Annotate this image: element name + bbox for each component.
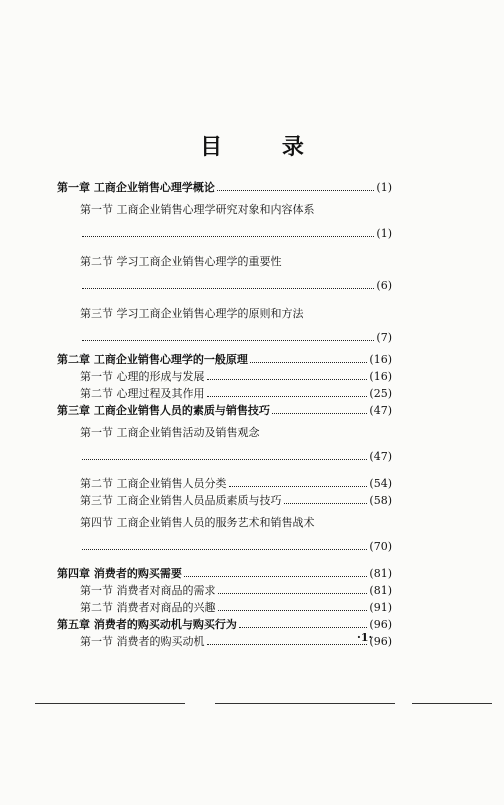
page-title: 目 录 (200, 134, 330, 160)
toc-entry-label: 第一节 消费者的购买动机 (80, 635, 205, 648)
toc-section-entry (57, 583, 392, 598)
toc-entry-page: (70) (369, 540, 392, 553)
toc-entry-page: (54) (369, 477, 392, 490)
toc-entry-label: 第二节 心理过程及其作用 (80, 387, 205, 400)
toc-section-entry (57, 476, 392, 491)
dot-leader (229, 486, 368, 487)
dot-leader (272, 413, 368, 414)
toc-entry-label: 第三章 工商企业销售人员的素质与销售技巧 (57, 404, 270, 417)
toc-entry-page: (81) (369, 584, 392, 597)
toc-section-entry (57, 202, 392, 241)
dot-leader (284, 503, 368, 504)
toc-entry-page: (96) (369, 618, 392, 631)
toc-chapter-entry (57, 403, 392, 418)
toc-entry-page: (47) (369, 450, 392, 463)
toc-section-entry (57, 425, 392, 464)
dot-leader (82, 236, 374, 237)
dot-leader (207, 644, 368, 645)
toc-section-entry (57, 600, 392, 615)
toc-entry-page: (7) (376, 331, 392, 344)
bottom-rule-center (215, 703, 395, 704)
dot-leader (82, 459, 367, 460)
toc-entry-label: 第一节 消费者对商品的需求 (80, 584, 216, 597)
toc-section-entry (57, 386, 392, 401)
toc-entry-page: (58) (369, 494, 392, 507)
dot-leader (217, 190, 375, 191)
toc-entry-label: 第一节 工商企业销售心理学研究对象和内容体系 (80, 203, 315, 216)
toc-chapter-entry (57, 617, 392, 632)
toc-entry-page: (96) (369, 635, 392, 648)
page-number: ·1· (357, 631, 373, 644)
toc-entry-page: (1) (376, 227, 392, 240)
dot-leader (207, 379, 368, 380)
toc-entry-page: (47) (369, 404, 392, 417)
toc-section-entry (57, 515, 392, 554)
toc-entry-label: 第一节 工商企业销售活动及销售观念 (80, 426, 260, 439)
toc-section-entry (57, 493, 392, 508)
toc-entry-label: 第二节 学习工商企业销售心理学的重要性 (80, 255, 282, 268)
toc-entry-label: 第五章 消费者的购买动机与购买行为 (57, 618, 237, 631)
toc-entry-page: (91) (369, 601, 392, 614)
dot-leader (207, 396, 368, 397)
toc-entry-label: 第三节 学习工商企业销售心理学的原则和方法 (80, 307, 304, 320)
toc-entry-label: 第一节 心理的形成与发展 (80, 370, 205, 383)
toc-entry-page: (1) (376, 181, 392, 194)
dot-leader (239, 627, 368, 628)
toc-section-entry (57, 306, 392, 345)
toc-entry-label: 第一章 工商企业销售心理学概论 (57, 181, 215, 194)
toc-entry-page: (6) (376, 279, 392, 292)
dot-leader (218, 610, 368, 611)
toc-entry-page: (25) (369, 387, 392, 400)
toc-entry-label: 第三节 工商企业销售人员品质素质与技巧 (80, 494, 282, 507)
toc-section-entry (57, 634, 392, 649)
dot-leader (250, 362, 368, 363)
dot-leader (184, 576, 368, 577)
dot-leader (82, 288, 374, 289)
bottom-rule-left (35, 703, 185, 704)
dot-leader (218, 593, 368, 594)
toc-entry-label: 第二节 工商企业销售人员分类 (80, 477, 227, 490)
toc-entry-page: (81) (369, 567, 392, 580)
toc-entry-label: 第四章 消费者的购买需要 (57, 567, 182, 580)
toc-chapter-entry (57, 566, 392, 581)
toc-entry-label: 第四节 工商企业销售人员的服务艺术和销售战术 (80, 516, 315, 529)
toc-chapter-entry (57, 352, 392, 367)
dot-leader (82, 340, 374, 341)
table-of-contents (57, 180, 392, 649)
toc-entry-page: (16) (369, 370, 392, 383)
dot-leader (82, 549, 367, 550)
toc-entry-label: 第二节 消费者对商品的兴趣 (80, 601, 216, 614)
toc-entry-page: (16) (369, 353, 392, 366)
toc-chapter-entry (57, 180, 392, 195)
toc-section-entry (57, 254, 392, 293)
bottom-rule-right (412, 703, 492, 704)
toc-entry-label: 第二章 工商企业销售心理学的一般原理 (57, 353, 248, 366)
toc-section-entry (57, 369, 392, 384)
